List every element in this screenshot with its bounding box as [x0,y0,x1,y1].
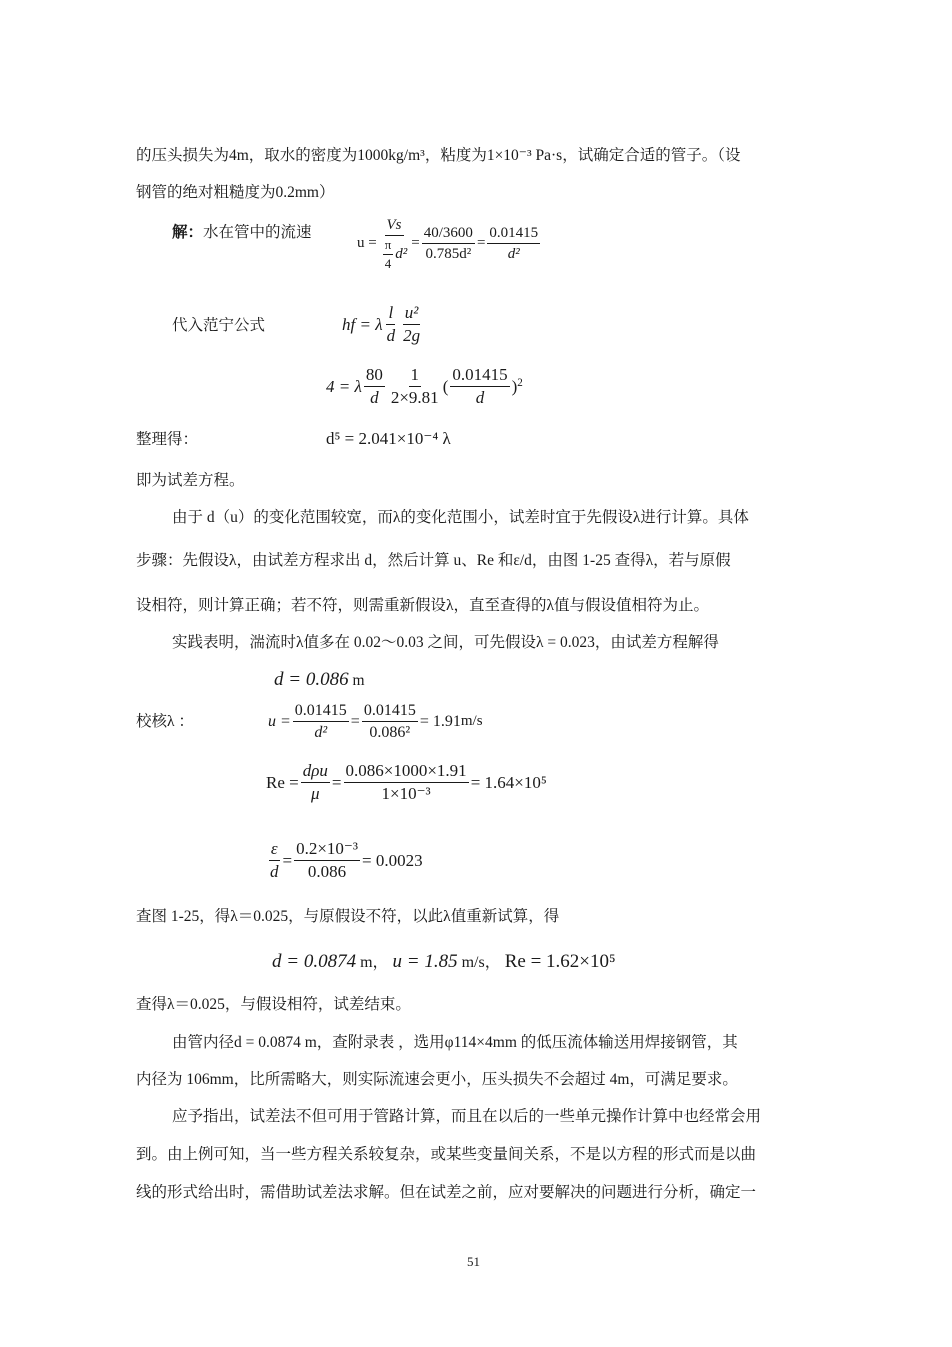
fanning-equation [342,303,424,347]
eq-num: 0.01415 [362,701,418,722]
eq-value: = 1.91 [419,712,461,730]
final-results [272,952,616,973]
eq-unit: m/s [460,713,483,730]
eq-num: π [383,237,394,255]
eq-den: 0.785d² [425,246,472,263]
fraction [487,224,540,263]
eq-den: 2g [403,326,421,346]
text-line: 由于 d（u）的变化范围较宽，而λ的变化范围小，试差时宜于先假设λ进行计算。具体 [172,509,749,526]
eq-num: l [388,303,394,322]
eq-den: 0.086² [369,724,411,742]
d-result [274,670,365,691]
velocity-equation: u = Vs $\frac{\pi}{4}$ d² = $\frac{40/3600}{\text{0.785d²}}$ = $\frac{0.01415}{\text{d²}}$ [357,217,539,271]
eq-num: 0.01415 [450,365,509,387]
eq-den: 1×10⁻³ [381,784,431,804]
text-line: 由管内径d = 0.0874 m，查附录表 ，选用φ114×4mm 的低压流体输送用焊接钢管，其 [172,1034,738,1051]
eq-value: u = 1.85 [392,951,458,972]
eq-den: d [270,862,279,882]
text-line: 的压头损失为4m，取水的密度为1000kg/m³，粘度为1×10⁻³ Pa·s，试确定合适的管子。（设 [136,147,741,164]
eq-den: d² [395,246,408,263]
text-line: 线的形式给出时，需借助试差法求解。但在试差之前，应对要解决的问题进行分析，确定一 [136,1184,757,1201]
eq-value: d = 0.086 [274,669,349,690]
eq-num: 0.2×10⁻³ [294,839,360,861]
eq-den: d [475,388,485,408]
page-number: 51 [467,1254,480,1269]
roughness-equation: $\frac{\varepsilon}{d}$ = $\frac{\text{0.2×10⁻³}}{0.086}$ = 0.0023 [270,839,423,882]
eq-value: = 1.64×10⁵ [470,772,547,792]
eq-unit: m， [360,954,389,971]
eq-den: 0.086 [307,862,347,882]
eq-unit: m [352,672,365,689]
solution-keyword: 解： [172,224,204,241]
text-line: 设相符，则计算正确；若不符，则需重新假设λ，直至查得的λ值与假设值相符为止。 [136,597,710,614]
eq-num: 80 [364,365,385,387]
eq-lhs: u = [357,235,377,252]
text-line: 应予指出，试差法不但可用于管路计算，而且在以后的一些单元操作计算中也经常会用 [172,1108,762,1125]
trial-equation-result: d⁵ = 2.041×10⁻⁴ λ [326,429,451,448]
text-line: 钢管的绝对粗糙度为0.2mm） [136,184,335,201]
text-line: 到。由上例可知，当一些方程关系较复杂，或某些变量间关系，不是以方程的形式而是以曲 [136,1146,757,1163]
text-line: 步骤：先假设λ，由试差方程求出 d，然后计算 u、Re 和ε/d，由图 1-25 查得λ，若与原假 [136,552,731,569]
eq-unit: m/s， [461,954,501,971]
eq-num: 0.086×1000×1.91 [344,761,469,783]
eq-value: Re = 1.62×10⁵ [504,951,616,972]
text-line: 查图 1-25，得λ＝0.025，与原假设不符，以此λ值重新试算，得 [136,908,560,925]
text-line: 查得λ＝0.025，与假设相符，试差结束。 [136,996,411,1013]
eq-num: 0.01415 [293,701,349,722]
text-line: 即为试差方程。 [136,472,245,489]
eq-lhs: Re = [266,772,299,792]
eq-value: = 0.0023 [362,850,423,870]
eq-den: d [386,326,396,346]
eq-num: u² [404,303,419,322]
eq-den: 2×9.81 [390,388,439,408]
eq-den: 4 [384,255,392,271]
eq-den: d² [507,246,520,263]
eq-den: μ [311,784,320,804]
eq-lhs: 4 = λ [326,376,362,396]
check-velocity-equation: u = $\frac{0.01415}{\text{d²}}$ = $\frac{0.01415}{\text{0.086²}}$ = 1.91 m/s [268,702,483,742]
eq-num: 1 [409,365,422,387]
eq-num: Vs [386,217,402,233]
solution-label [172,223,312,243]
eq-num: 0.01415 [487,224,540,244]
eq-value: d = 0.0874 [272,951,357,972]
eq-num: 40/3600 [422,224,475,244]
fraction [422,224,475,263]
eq-num: dρu [302,761,328,780]
eq-lhs: u = [268,712,291,730]
check-label: 校核λ ： [136,713,194,730]
text-line: 内径为 106mm，比所需略大，则实际流速会更小，压头损失不会超过 4m，可满足要求。 [136,1071,738,1088]
reynolds-equation: Re = dρu μ = $\frac{0.086\times 1000\times 1.91}{\text{1×10⁻³}}$ = 1.64×10⁵ [266,761,547,804]
fraction [379,216,410,271]
substitution-equation: 4 = λ 80 d $\frac{1}{2\times 9.81}$ ( 0.01415 d )$^2$ [326,365,523,408]
fanning-label: 代入范宁公式 [172,317,266,334]
arrange-label: 整理得： [136,431,199,448]
eq-lhs: hf = λ [342,314,383,334]
eq-den: d² [314,724,328,742]
solution-text: 水在管中的流速 [203,224,312,241]
eq-num: ε [270,839,278,858]
eq-den: d [370,388,379,408]
text-line: 实践表明，湍流时λ值多在 0.02～0.03 之间，可先假设λ = 0.023，由试差方程解得 [172,634,719,651]
